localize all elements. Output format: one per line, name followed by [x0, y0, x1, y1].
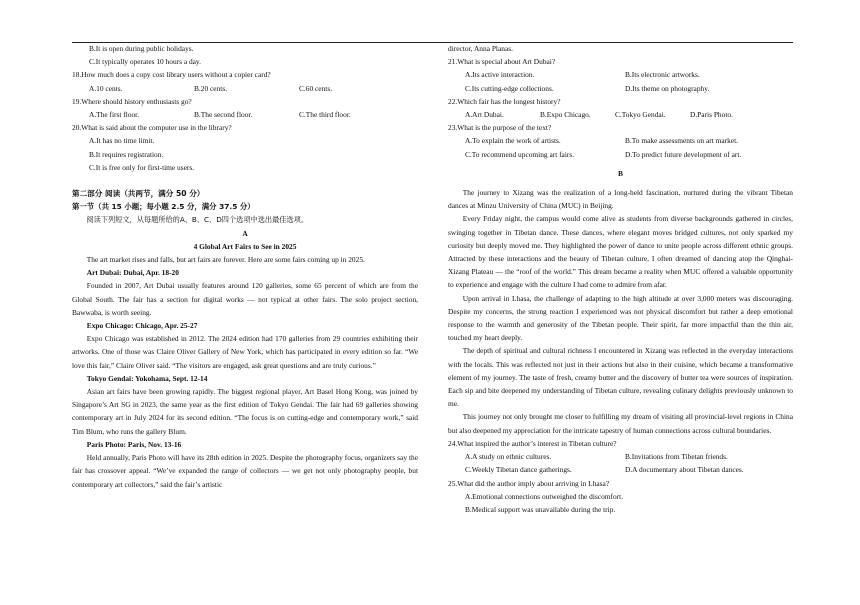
question-24: 24.What inspired the author’s interest in Tibetan culture?	[448, 438, 617, 448]
question-22-options	[448, 108, 793, 121]
question-23: 23.What is the purpose of the text?	[448, 123, 552, 133]
option: C.It is free only for first-time users.	[89, 162, 195, 172]
part-two-title: 第二部分 阅读（共两节，满分 50 分）	[72, 189, 205, 199]
option: C.Tokyo Gendai.	[615, 110, 666, 120]
option: B.Its electronic artworks.	[625, 70, 700, 80]
option: A.To explain the work of artists.	[465, 136, 561, 146]
fair-description: Expo Chicago was established in 2012. The 2024 edition had 170 galleries from 29 countries exhibiting their artworks. One of those was Claire Oliver Gallery of New York, which has participated in every edition so far. “We love this fair,” Claire Oliver said. “The visitors are engaged, ask great questions and are truly curious.”	[72, 334, 418, 370]
option: C.To recommend upcoming art fairs.	[465, 149, 575, 159]
option: D.Its theme on photography.	[625, 83, 710, 93]
fair-description: Asian art fairs have been growing rapidly. The biggest regional player, Art Basel Hong Kong, was joined by Singapore’s Art SG in 2023, the same year as the first edition of Tokyo Gendai. The fair had 69 galleries showing contemporary art in July 2024 for its second edition. “The focus is on cutting-edge and contemporary work,” said Tim Blum, who runs the gallery Blum.	[72, 387, 418, 436]
option: B.To make assessments on art market.	[625, 136, 738, 146]
fair-description: Held annually, Paris Photo will have its 28th edition in 2025. Despite the photography focus, organizers say the fair has crossover appeal. “We’ve expanded the range of collectors — we get not only photography people, but contemporary art collectors,” said the fair’s artistic	[72, 453, 418, 489]
fair-description: Founded in 2007, Art Dubai usually features around 120 galleries, some 65 percent of which are from the Global South. The fair has a section for digital works — not typical at other fairs. The solo project section, Bawwaba, is worth seeing.	[72, 281, 418, 317]
option: B.20 cents.	[194, 83, 228, 93]
question-18-options	[72, 82, 418, 95]
option: D.A documentary about Tibetan dances.	[625, 465, 744, 475]
left-column	[72, 42, 418, 491]
fair-heading: Expo Chicago: Chicago, Apr. 25-27	[86, 321, 198, 331]
question-24-options-ab	[448, 450, 793, 463]
question-22: 22.Which fair has the longest history?	[448, 96, 561, 106]
option: A.Its active interaction.	[465, 70, 535, 80]
passage-label-b: B	[618, 168, 623, 178]
option: B.Invitations from Tibetan friends.	[625, 452, 728, 462]
question-24-options-cd	[448, 463, 793, 476]
question-19: 19.Where should history enthusiasts go?	[72, 96, 192, 106]
option: A.The first floor.	[89, 110, 140, 120]
option: C.The third floor.	[299, 110, 351, 120]
instruction: 阅读下列短文，从每题所给的A、B、C、D四个选项中选出最佳选项。	[86, 215, 309, 225]
question-18: 18.How much does a copy cost library users without a copier card?	[72, 70, 271, 80]
option: B.The second floor.	[194, 110, 253, 120]
option: C.Its cutting-edge collections.	[465, 83, 554, 93]
question-19-options	[72, 108, 418, 121]
passage-paragraph: The journey to Xizang was the realization of a long-held fascination, nurtured during the vibrant Tibetan dances at Minzu University of China (MUC) in Beijing.	[448, 188, 793, 211]
question-20: 20.What is said about the computer use in the library?	[72, 123, 232, 133]
passage-paragraph: Every Friday night, the campus would come alive as students from diverse backgrounds gathered in circles, swinging together in Tibetan dance. These dances, where elegant moves bridged cultures, not only sparked my curiosity but deeply moved me. They highlighted the power of dance to unite people across different ethnic groups. Attracted by these interactions and the beauty of Tibetan culture, I often dreamed of dancing atop the Qinghai-Xizang Plateau — the “roof of the world.” This dream became a reality when MUC offered a valuable opportunity to experience and engage with the culture I had come to admire from afar.	[448, 214, 793, 290]
question-21-options-ab	[448, 68, 793, 81]
fair-heading: Art Dubai: Dubai, Apr. 18-20	[86, 268, 179, 278]
option: A.Art Dubai.	[465, 110, 504, 120]
question-23-options-ab	[448, 134, 793, 147]
question-21-options-cd	[448, 82, 793, 95]
option: C.60 cents.	[299, 83, 333, 93]
passage-title: 4 Global Art Fairs to See in 2025	[193, 241, 297, 251]
option: D.To predict future development of art.	[625, 149, 742, 159]
option: B.Medical support was unavailable during the trip.	[465, 504, 616, 514]
passage-paragraph: This journey not only brought me closer to fulfilling my dream of visiting all provincial-level regions in China but also deepened my appreciation for the intricate tapestry of human connections across cultural boundaries.	[448, 412, 793, 435]
option: A.A study on ethnic cultures.	[465, 452, 552, 462]
right-column	[448, 42, 793, 516]
fair-heading: Paris Photo: Paris, Nov. 13-16	[86, 439, 182, 449]
passage-continuation: director, Anna Planas.	[448, 44, 513, 53]
intro-paragraph: The art market rises and falls, but art fairs are forever. Here are some fairs coming up in 2025.	[86, 255, 365, 265]
fair-heading: Tokyo Gendai: Yokohama, Sept. 12-14	[86, 373, 208, 383]
question-25: 25.What did the author imply about arriving in Lhasa?	[448, 478, 610, 488]
passage-label-a: A	[242, 228, 248, 238]
passage-paragraph: Upon arrival in Lhasa, the challenge of adapting to the high altitude at over 3,000 meters was discouraging. Despite my concerns, the strong reaction I experienced was not physical discomfort but rather a deep emotional response to the warmth and generosity of the Tibetan people. Their spirit, far more impactful than the thin air, touched my heart deeply.	[448, 293, 793, 343]
option: A.Emotional connections outweighed the discomfort.	[465, 491, 624, 501]
option: A.It has no time limit.	[89, 136, 155, 146]
passage-paragraph: The depth of spiritual and cultural richness I encountered in Xizang was reflected in the everyday interactions with the locals. This was reflected not just in their actions but also in their cuisine, which became a transformative element of my journey. The taste of fresh, creamy butter and the discovery of butter tea were sources of inspiration. Each sip and bite deepened my understanding of Tibetan culture, revealing culinary delights previously unknown to me.	[448, 346, 793, 409]
section-one-title: 第一节（共 15 小题；每小题 2.5 分，满分 37.5 分）	[72, 202, 255, 212]
question-23-options-cd	[448, 148, 793, 161]
option: B.Expo Chicago.	[540, 110, 591, 120]
option: D.Paris Photo.	[690, 110, 733, 120]
option: C.Weekly Tibetan dance gatherings.	[465, 465, 572, 475]
option-line: C.It typically operates 10 hours a day.	[89, 57, 201, 67]
question-21: 21.What is special about Art Dubai?	[448, 57, 556, 67]
option: A.10 cents.	[89, 83, 123, 93]
option: B.It requires registration.	[89, 149, 164, 159]
option-line: B.It is open during public holidays.	[89, 44, 194, 53]
